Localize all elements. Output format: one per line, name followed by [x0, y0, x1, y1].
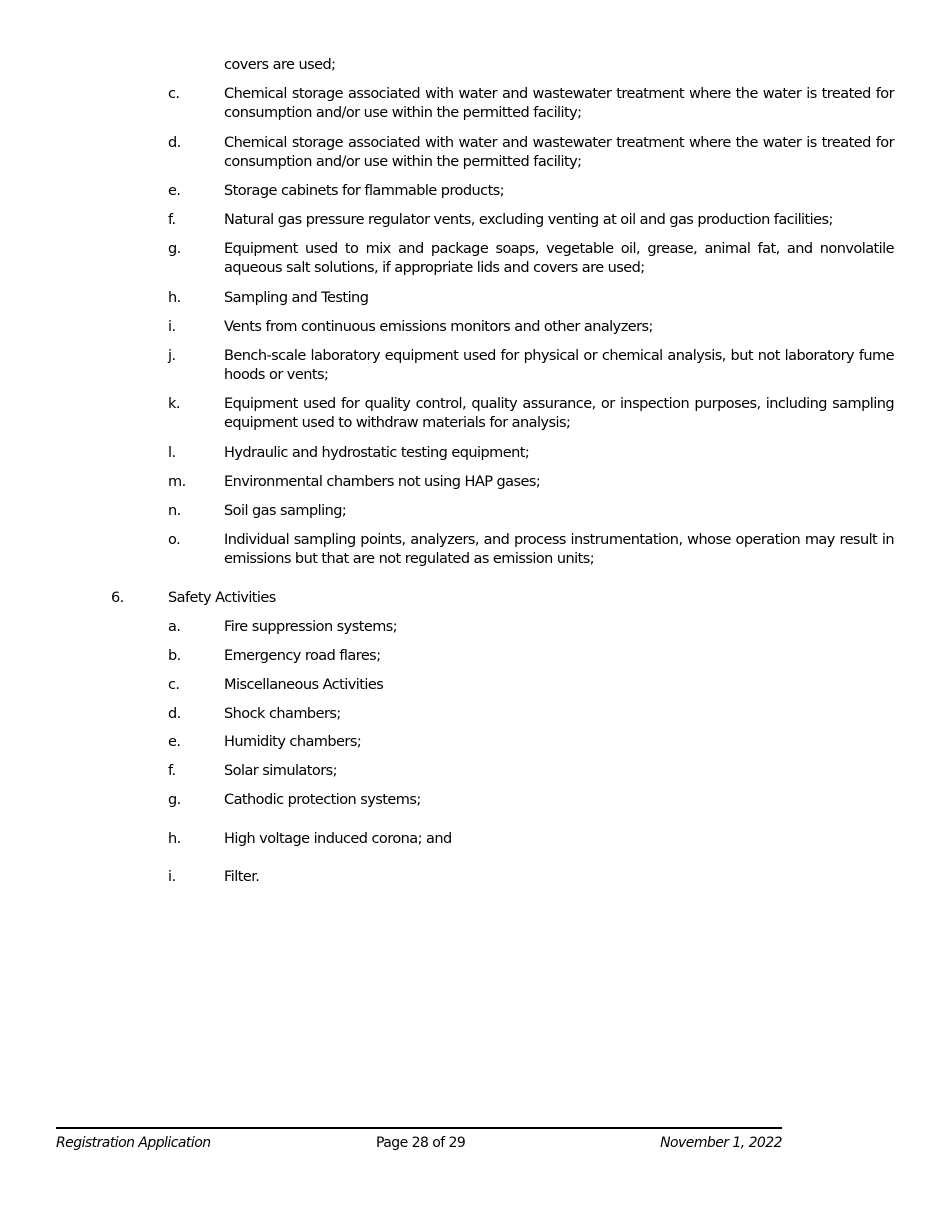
list-item-label: f.: [168, 212, 176, 228]
footer-page-number: Page 28 of 29: [376, 1135, 466, 1151]
list-item-label: m.: [168, 474, 186, 490]
list-item-text: Chemical storage associated with water and wastewater treatment where the water is treated for consumption and/or use within the permitted facility;: [224, 86, 894, 121]
list-item-label: j.: [168, 348, 176, 364]
list-item-label: l.: [168, 445, 176, 461]
list-item-text: Chemical storage associated with water and wastewater treatment where the water is treated for consumption and/or use within the permitted facility;: [224, 135, 894, 170]
list-item-text: Environmental chambers not using HAP gases;: [224, 474, 541, 490]
list-item-label: i.: [168, 319, 176, 335]
list-item-label: f.: [168, 763, 176, 779]
footer-date: November 1, 2022: [660, 1135, 782, 1151]
list-item-label: k.: [168, 396, 180, 412]
list-item-text: Solar simulators;: [224, 763, 337, 779]
list-item-label: i.: [168, 869, 176, 885]
list-item-text: Humidity chambers;: [224, 734, 362, 750]
section-number: 6.: [111, 590, 124, 606]
list-item-label: c.: [168, 86, 180, 102]
list-item-text: Miscellaneous Activities: [224, 677, 384, 693]
footer-document-title: Registration Application: [56, 1135, 211, 1151]
list-item-label: g.: [168, 241, 181, 257]
list-item-label: d.: [168, 706, 181, 722]
continuation-text: covers are used;: [224, 57, 336, 73]
list-item-text: Natural gas pressure regulator vents, excluding venting at oil and gas production facilities;: [224, 212, 833, 228]
list-item-text: Sampling and Testing: [224, 290, 369, 306]
list-item-label: h.: [168, 290, 181, 306]
list-item-text: Fire suppression systems;: [224, 619, 398, 635]
list-item-text: High voltage induced corona; and: [224, 831, 452, 847]
list-item-text: Cathodic protection systems;: [224, 792, 421, 808]
list-item-label: b.: [168, 648, 181, 664]
list-item-label: g.: [168, 792, 181, 808]
list-item-text: Bench-scale laboratory equipment used for physical or chemical analysis, but not laboratory fume hoods or vents;: [224, 348, 894, 383]
footer-divider: [56, 1127, 782, 1129]
list-item-text: Individual sampling points, analyzers, and process instrumentation, whose operation may result in emissions but that are not regulated as emission units;: [224, 532, 894, 567]
list-item-text: Hydraulic and hydrostatic testing equipment;: [224, 445, 530, 461]
list-item-label: n.: [168, 503, 181, 519]
list-item-label: a.: [168, 619, 181, 635]
list-item-label: d.: [168, 135, 181, 151]
list-item-text: Emergency road flares;: [224, 648, 381, 664]
list-item-text: Shock chambers;: [224, 706, 341, 722]
list-item-text: Equipment used to mix and package soaps, vegetable oil, grease, animal fat, and nonvolatile aqueous salt solutions, if appropriate lids and covers are used;: [224, 241, 894, 276]
list-item-label: e.: [168, 183, 181, 199]
list-item-label: o.: [168, 532, 181, 548]
list-item-text: Filter.: [224, 869, 260, 885]
list-item-label: e.: [168, 734, 181, 750]
list-item-label: c.: [168, 677, 180, 693]
list-item-text: Equipment used for quality control, quality assurance, or inspection purposes, including sampling equipment used to withdraw materials for analysis;: [224, 396, 894, 431]
list-item-text: Soil gas sampling;: [224, 503, 347, 519]
list-item-text: Vents from continuous emissions monitors and other analyzers;: [224, 319, 653, 335]
list-item-label: h.: [168, 831, 181, 847]
section-title: Safety Activities: [168, 590, 276, 606]
list-item-text: Storage cabinets for flammable products;: [224, 183, 505, 199]
